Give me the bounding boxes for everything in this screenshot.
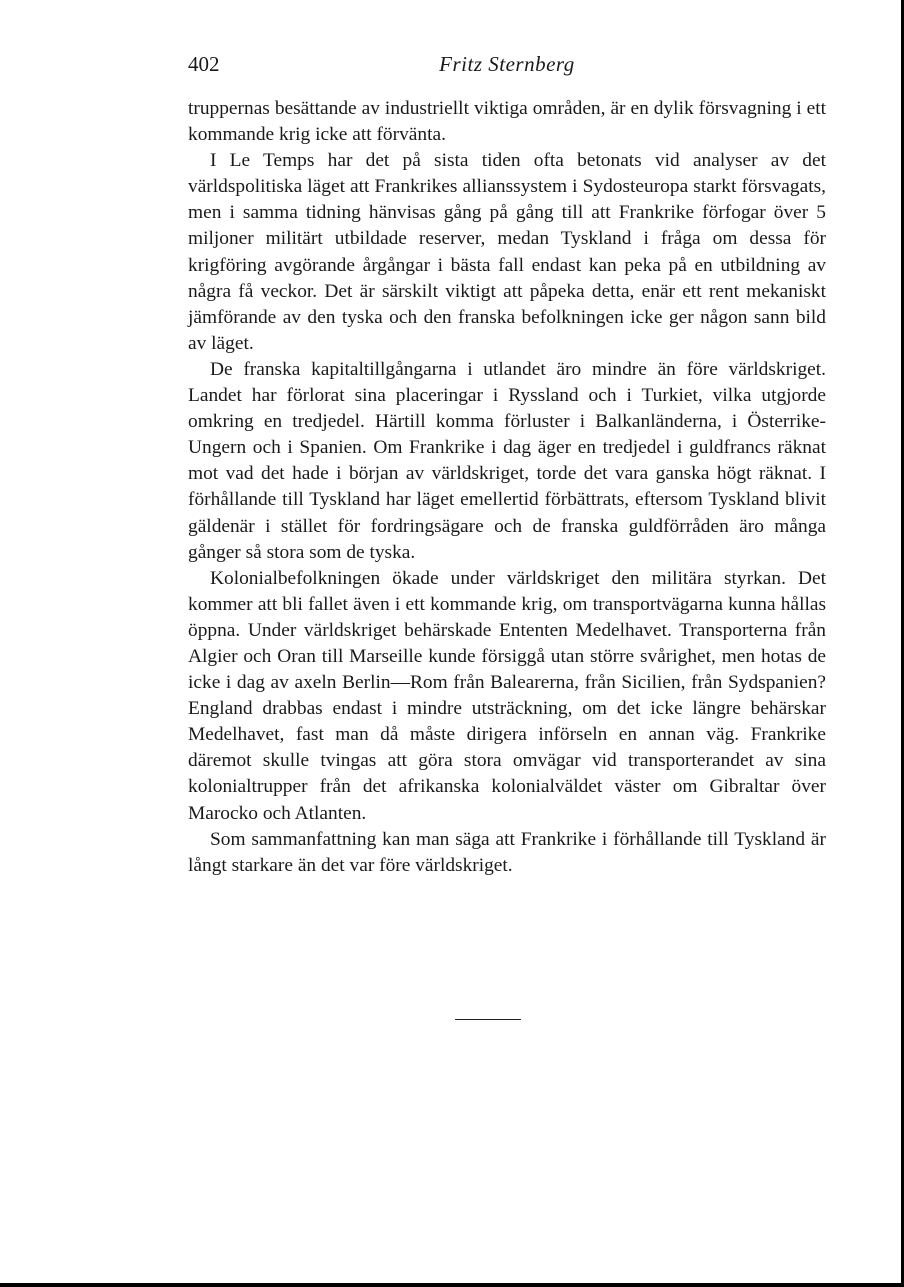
section-end-rule [455,1019,521,1020]
paragraph-continuation: truppernas besättande av industriellt viktiga områden, är en dylik försvagning i ett kommande krig icke att förvänta. [188,98,826,146]
paragraph-colonial-population: Kolonialbefolkningen ökade under världskriget den militära styrkan. Det kommer att bli fallet även i ett kommande krig, om transportvägarna kunna hållas öppna. Under världskriget behärskade Ententen Medelhavet. Transporterna från Algier och Oran till Marseille kunde försiggå utan större svårighet, men hotas de icke i dag av axeln Berlin—Rom från Balearerna, från Sicilien, från Sydspanien? England drabbas endast i mindre utsträckning, om det icke längre behärskar Medelhavet, fast man då måste dirigera införseln en annan väg. Frankrike däremot skulle tvingas att göra stora omvägar vid transporterandet av sina kolonialtrupper från det afrikanska kolonialväldet väster om Gibraltar över Marocko och Atlanten. [188,567,826,824]
paragraph-capital-assets: De franska kapitaltillgångarna i utlandet äro mindre än före världskriget. Landet har förlorat sina placeringar i Ryssland och i Turkiet, vilka utgjorde omkring en tredjedel. Härtill komma förluster i Balkanländerna, i Österrike-Ungern och i Spanien. Om Frankrike i dag äger en tredjedel i guldfrancs räknat mot vad det hade i början av världskriget, torde det vara ganska högt räknat. I förhållande till Tyskland har läget emellertid förbättrats, eftersom Tyskland blivit gäldenär i stället för fordringsägare och de franska guldförråden äro många gånger så stora som de tyska. [188,358,826,563]
paragraph-summary: Som sammanfattning kan man säga att Frankrike i förhållande till Tyskland är långt starkare än det var före världskriget. [188,828,826,876]
body-text [188,96,826,879]
paragraph-le-temps: I Le Temps har det på sista tiden ofta betonats vid analyser av det världspolitiska läget att Frankrikes allianssystem i Sydosteuropa starkt försvagats, men i samma tidning hänvisas gång på gång till att Frankrike förfogar över 5 miljoner militärt utbildade reserver, medan Tyskland i fråga om dessa för krigföring avgörande årgångar i bästa fall endast kan peka på en utbildning av några få veckor. Det är särskilt viktigt att påpeka detta, enär ett rent mekaniskt jämförande av den tyska och den franska befolkningen icke ger någon sann bild av läget. [188,150,826,354]
running-title: Fritz Sternberg [439,52,575,76]
page-number: 402 [188,52,220,76]
scan-border-bottom [0,1283,904,1287]
running-head [188,52,826,82]
